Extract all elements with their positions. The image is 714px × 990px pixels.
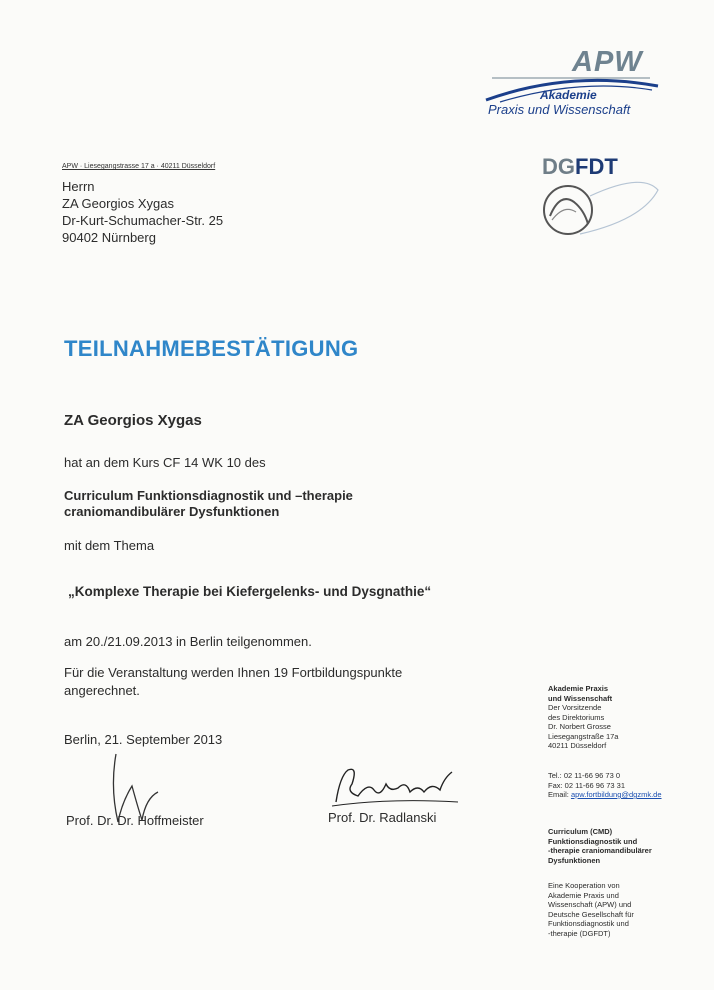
info-cmd1: Curriculum (CMD) [548,827,613,836]
info-fax: Fax: 02 11-66 96 73 31 [548,780,625,790]
attendance-date-line: am 20./21.09.2013 in Berlin teilgenommen. [64,634,312,649]
info-contact-block [548,771,662,800]
address-name: ZA Georgios Xygas [62,196,174,211]
info-koop4: Deutsche Gesellschaft für [548,909,634,919]
dgfdt-logo-dg: DG [542,154,575,179]
participant-name: ZA Georgios Xygas [64,412,202,429]
apw-logo-line2: Praxis und Wissenschaft [488,102,631,117]
topic-intro: mit dem Thema [64,538,155,553]
address-city: 90402 Nürnberg [62,230,156,245]
dgfdt-logo-fdt: FDT [575,154,618,179]
info-email-label: Email: [548,790,569,799]
apw-logo-word: APW [572,46,643,78]
curriculum-line-1: Curriculum Funktionsdiagnostik und –therapie [64,488,353,503]
info-koop5: Funktionsdiagnostik und [548,919,629,928]
place-and-date: Berlin, 21. September 2013 [64,732,223,747]
apw-logo-line1: Akademie [540,88,597,102]
info-cooperation-block [548,881,634,938]
signature-right-name: Prof. Dr. Radlanski [328,810,437,825]
address-salutation: Herrn [62,179,95,194]
info-org-block [548,684,618,751]
topic-title: „Komplexe Therapie bei Kiefergelenks- und Dysgnathie“ [68,584,432,599]
info-koop6: -therapie (DGFDT) [548,928,611,938]
points-line-2: angerechnet. [64,683,140,698]
info-koop1: Eine Kooperation von [548,881,620,890]
info-curriculum-block [548,827,652,865]
info-street: Liesegangstraße 17a [548,731,619,741]
info-org-line2: und Wissenschaft [548,693,613,703]
info-email-row [548,790,662,800]
info-role1: Der Vorsitzende [548,703,602,712]
course-line: hat an dem Kurs CF 14 WK 10 des [64,455,266,470]
sender-line: APW · Liesegangstrasse 17 a · 40211 Düsseldorf [62,163,216,170]
dgfdt-logo [530,150,670,245]
info-cmd3: -therapie craniomandibulärer [548,846,652,855]
apw-logo [480,42,680,127]
info-org-line1: Akademie Praxis [548,684,609,693]
info-city: 40211 Düsseldorf [548,741,607,750]
curriculum-line-2: craniomandibulärer Dysfunktionen [64,504,280,519]
signature-radlanski-icon [328,762,468,812]
info-person: Dr. Norbert Grosse [548,722,611,731]
info-cmd2: Funktionsdiagnostik und [548,836,638,846]
info-koop3: Wissenschaft (APW) und [548,900,632,909]
address-street: Dr-Kurt-Schumacher-Str. 25 [62,213,224,228]
recipient-address [62,178,223,246]
document-title: TEILNAHMEBESTÄTIGUNG [64,336,359,361]
jaw-joint-icon [530,150,670,245]
info-cmd4: Dysfunktionen [548,855,601,865]
info-koop2: Akademie Praxis und [548,890,619,900]
info-tel: Tel.: 02 11-66 96 73 0 [548,771,620,780]
info-email-link[interactable]: apw.fortbildung@dgzmk.de [570,790,662,799]
signature-left-name: Prof. Dr. Dr. Hoffmeister [66,813,204,828]
info-role2: des Direktoriums [548,712,605,722]
points-line-1: Für die Veranstaltung werden Ihnen 19 Fortbildungspunkte [64,665,403,680]
